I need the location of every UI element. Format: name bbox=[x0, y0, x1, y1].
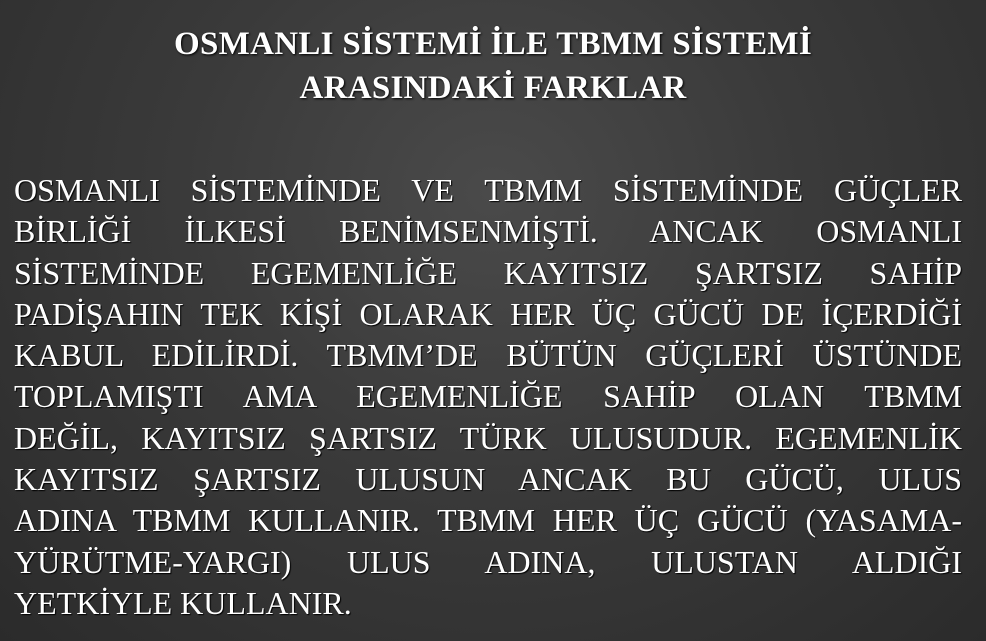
slide-title bbox=[40, 22, 946, 110]
body-line: KAYITSIZ ŞARTSIZ ULUSUN ANCAK BU GÜCÜ, ULUS bbox=[14, 461, 962, 498]
body-line: DEĞİL, KAYITSIZ ŞARTSIZ TÜRK ULUSUDUR. EGEMENLİK bbox=[14, 419, 962, 456]
body-line: TOPLAMIŞTI AMA EGEMENLİĞE SAHİP OLAN TBMM bbox=[14, 378, 962, 415]
body-line: YETKİYLE KULLANIR. bbox=[14, 584, 352, 621]
body-line: ADINA TBMM KULLANIR. TBMM HER ÜÇ GÜCÜ (YASAMA- bbox=[14, 502, 962, 539]
body-line: PADİŞAHIN TEK KİŞİ OLARAK HER ÜÇ GÜCÜ DE İÇERDİĞİ bbox=[14, 295, 962, 332]
body-line: KABUL EDİLİRDİ. TBMM’DE BÜTÜN GÜÇLERİ ÜSTÜNDE bbox=[14, 337, 962, 374]
body-line: SİSTEMİNDE EGEMENLİĞE KAYITSIZ ŞARTSIZ SAHİP bbox=[14, 254, 962, 291]
slide-title-line-1: OSMANLI SİSTEMİ İLE TBMM SİSTEMİ bbox=[174, 26, 812, 62]
body-line: OSMANLI SİSTEMİNDE VE TBMM SİSTEMİNDE GÜÇLER bbox=[14, 172, 962, 208]
body-line: BİRLİĞİ İLKESİ BENİMSENMİŞTİ. ANCAK OSMANLI bbox=[14, 213, 962, 250]
slide-body-text bbox=[14, 170, 962, 624]
body-line: YÜRÜTME-YARGI) ULUS ADINA, ULUSTAN ALDIĞI bbox=[14, 543, 962, 580]
slide-title-line-2: ARASINDAKİ FARKLAR bbox=[299, 70, 687, 106]
